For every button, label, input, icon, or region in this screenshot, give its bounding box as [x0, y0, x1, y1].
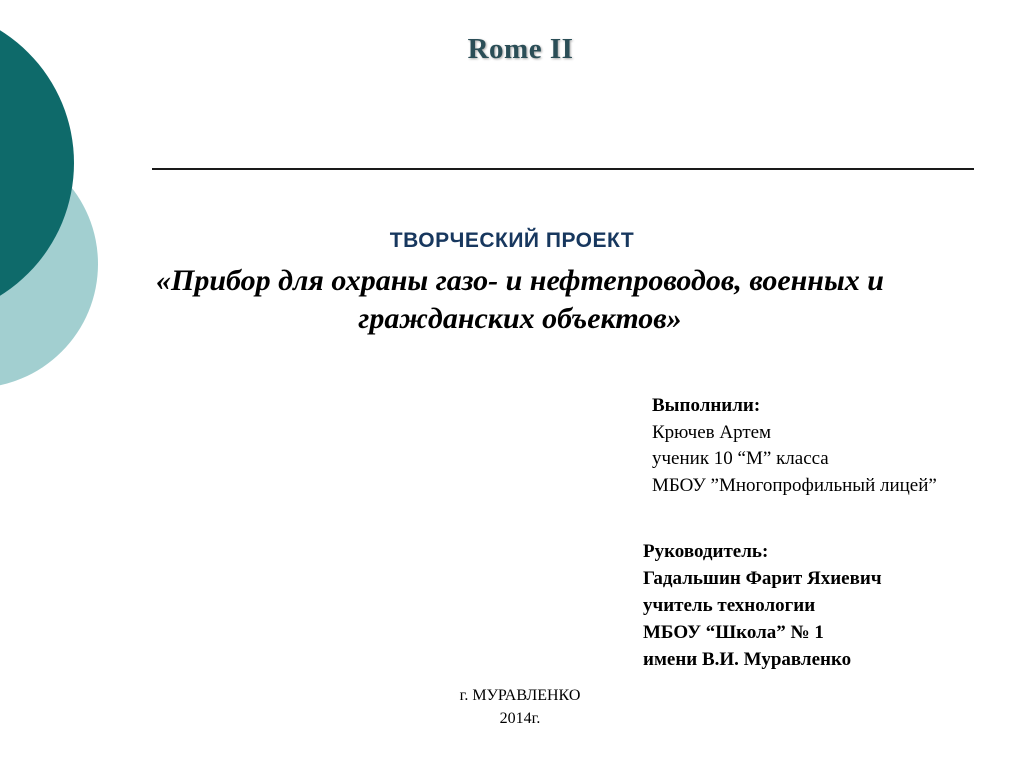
supervisor-name: Гадальшин Фарит Яхиевич: [643, 568, 882, 589]
footer-city: г. МУРАВЛЕНКО: [459, 687, 581, 704]
supervisor-school-name: имени В.И. Муравленко: [643, 649, 852, 670]
project-type: ТВОРЧЕСКИЙ ПРОЕКТ: [389, 229, 635, 252]
authors-label: Выполнили:: [652, 395, 761, 416]
footer: [350, 684, 690, 730]
author-class: ученик 10 “М” класса: [652, 448, 829, 469]
author-name: Крючев Артем: [652, 421, 772, 443]
supervisor-label: Руководитель:: [643, 541, 769, 562]
supervisor-school: МБОУ “Школа” № 1: [643, 622, 824, 643]
author-school: МБОУ ”Многопрофильный лицей”: [652, 474, 937, 496]
authors-block: [652, 393, 937, 499]
header-title: Rome II: [467, 33, 574, 65]
footer-year: 2014г.: [499, 710, 541, 727]
header-divider: [152, 168, 974, 170]
supervisor-block: [643, 538, 882, 673]
project-title: «Прибор для охраны газо- и нефтепроводов, военных и гражданских объектов»: [156, 264, 884, 335]
supervisor-position: учитель технологии: [643, 595, 816, 616]
